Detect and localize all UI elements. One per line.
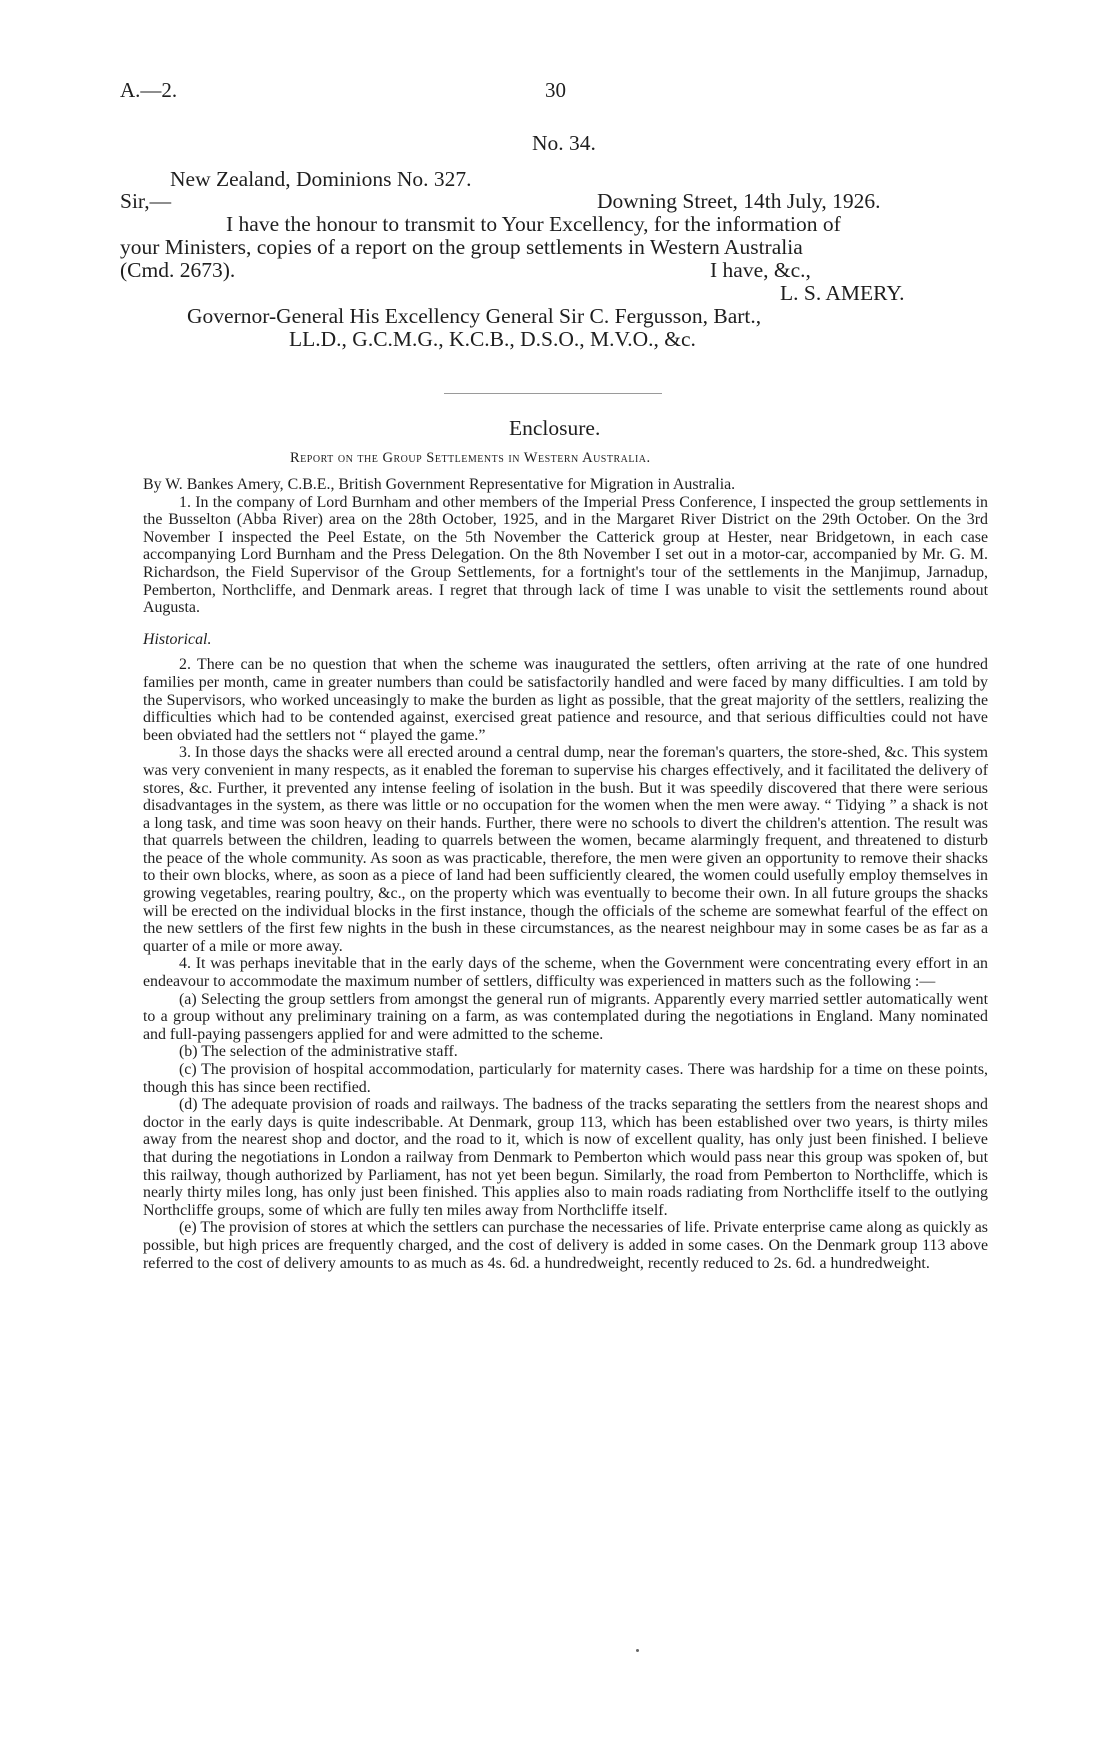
- addressee: LL.D., G.C.M.G., K.C.B., D.S.O., M.V.O., &c.: [289, 327, 696, 351]
- paragraph: 3. In those days the shacks were all erected around a central dump, near the foreman's quarters, the store-shed, &c. This system was very convenient in many respects, as it enabled the foreman to supervise his charges effectively, and it facilitated the delivery of stores, &c. Further, it prevented any intense feeling of isolation in the bush. But it was speedily discovered that there were serious disadvantages in the system, as there was little or no occupation for the women when the men were away. “ Tidying ” a shack is not a long task, and time was soon heavy on their hands. Further, there were no schools to divert the children's attention. The result was that quarrels between the children, leading to quarrels between the women, became alarmingly frequent, and threatened to disturb the peace of the whole community. As soon as was practicable, therefore, the men were given an opportunity to remove their shacks to their own blocks, where, as soon as a piece of land had been sufficiently cleared, the women could usefully employ themselves in growing vegetables, rearing poultry, &c., on the property which was eventually to become their own. In all future groups the shacks will be erected on the individual blocks in the first instance, though the officials of the scheme are somewhat fearful of the effect on the new settlers of the first few nights in the bush in these circumstances, as the nearest neighbour may in some cases be as far as a quarter of a mile or more away.: [143, 744, 988, 955]
- enclosure-title: Enclosure.: [509, 416, 601, 440]
- list-item: (b) The selection of the administrative staff.: [179, 1043, 458, 1061]
- despatch-body-line: your Ministers, copies of a report on the group settlements in Western Australia: [120, 235, 803, 259]
- list-item: (a) Selecting the group settlers from amongst the general run of migrants. Apparently every married settler automatically went to a group without any preliminary training on a farm, as was contemplated during the negotiations in England. Many nominated and full-paying passengers applied for and were admitted to the scheme.: [143, 990, 988, 1043]
- document-reference: A.—2.: [120, 78, 178, 102]
- signature: L. S. AMERY.: [780, 281, 905, 305]
- byline: By W. Bankes Amery, C.B.E., British Government Representative for Migration in Australia.: [143, 476, 736, 493]
- page-number: 30: [545, 78, 566, 102]
- paragraph: 4. It was perhaps inevitable that in the early days of the scheme, when the Government were concentrating every effort in an endeavour to accommodate the maximum number of settlers, difficulty was experienced in matters such as the following :—: [143, 955, 988, 991]
- place-date: Downing Street, 14th July, 1926.: [597, 189, 881, 213]
- page-mark: [636, 1649, 639, 1652]
- list-item: (e) The provision of stores at which the settlers can purchase the necessaries of life. Private enterprise came along as quickly as possible, but high prices are frequently charged, and the cost of delivery is added in some cases. On the Denmark group 113 above referred to the cost of delivery amounts to as much as 4s. 6d. a hundredweight, recently reduced to 2s. 6d. a hundredweight.: [143, 1219, 988, 1272]
- report-body: [143, 476, 988, 1272]
- despatch-number: No. 34.: [532, 131, 596, 155]
- section-heading: Historical.: [143, 630, 212, 648]
- list-item: (c) The provision of hospital accommodation, particularly for maternity cases. There was hardship for a time on these points, though this has since been rectified.: [143, 1061, 988, 1096]
- divider: [444, 393, 662, 394]
- report-title: Report on the Group Settlements in Western Australia.: [290, 450, 651, 466]
- salutation: Sir,—: [120, 189, 172, 213]
- dominions-reference: New Zealand, Dominions No. 327.: [170, 167, 472, 191]
- paragraph: 2. There can be no question that when the scheme was inaugurated the settlers, often arriving at the rate of one hundred families per month, came in greater numbers than could be satisfactorily handled and were faced by many difficulties. I am told by the Supervisors, who worked unceasingly to make the burden as light as possible, that the great majority of the settlers, realizing the difficulties which had to be contended against, exercised great patience and resource, and that serious difficulties could not have been obviated had the settlers not “ played the game.”: [143, 656, 988, 744]
- closing: I have, &c.,: [710, 258, 811, 282]
- despatch-body-line: I have the honour to transmit to Your Excellency, for the information of: [226, 212, 841, 236]
- list-item: (d) The adequate provision of roads and railways. The badness of the tracks separating the settlers from the nearest shops and doctor in the early days is quite indescribable. At Denmark, group 113, which has been established over two years, is thirty miles away from the nearest shop and doctor, and the road to it, which is now of excellent quality, has only just been finished. I believe that during the negotiations in London a railway from Denmark to Pemberton which would pass near this group was spoken of, but this railway, though authorized by Parliament, has not yet been begun. Similarly, the road from Pemberton to Northcliffe, which is nearly thirty miles long, has only just been finished. This applies also to main roads radiating from Northcliffe itself to the outlying Northcliffe groups, some of which are fully ten miles away from Northcliffe itself.: [143, 1096, 988, 1219]
- despatch-body-line: (Cmd. 2673).: [120, 258, 236, 282]
- paragraph: 1. In the company of Lord Burnham and other members of the Imperial Press Conference, I inspected the group settlements in the Busselton (Abba River) area on the 28th October, 1925, and in the Margaret River District on the 29th October. On the 3rd November I inspected the Peel Estate, on the 5th November the Catterick group at Hester, near Bridgetown, in each case accompanying Lord Burnham and the Press Delegation. On the 8th November I set out in a motor-car, accompanied by Mr. G. M. Richardson, the Field Supervisor of the Group Settlements, for a fortnight's tour of the settlements in the Manjimup, Jarnadup, Pemberton, Northcliffe, and Denmark areas. I regret that through lack of time I was unable to visit the settlements round about Augusta.: [143, 493, 988, 617]
- addressee: Governor-General His Excellency General Sir C. Fergusson, Bart.,: [187, 304, 762, 328]
